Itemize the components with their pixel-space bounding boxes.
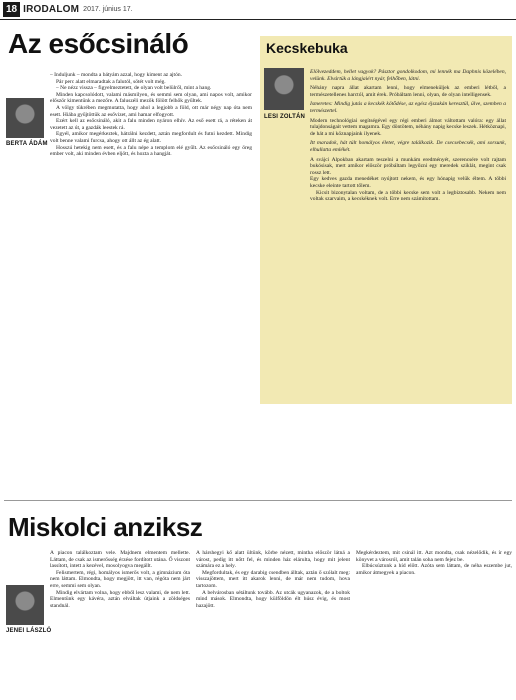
paragraph: Egyél, amikor megérkeztek, hátrálni kezdett, aztán megfordult és futni kezdett. Mindig volt benne valami furcsa, ahogy ott állt az ég alatt. — [50, 131, 252, 144]
article2-col-1 — [50, 550, 190, 698]
article2-col-2 — [196, 550, 350, 698]
sidebar-body — [310, 66, 506, 400]
header-rule — [0, 19, 516, 20]
article1-body — [50, 72, 252, 470]
paragraph: A piacon találkoztam vele. Majdnem elmentem mellette. Láttam, de csak az ismerősség érzése fordított utána. Ő viszont lassított, intett a kezével, mosolyogva megállt. — [50, 550, 190, 570]
page-header — [0, 0, 516, 18]
article2-author-photo — [6, 585, 44, 625]
paragraph: Minden kapcsolódott, valami másmilyen, és semmi sem olyan, ami napos volt, amikor először kimentünk a mezőre. A faluszéli mezők fölött felhők gyűltek. — [50, 91, 252, 105]
paragraph: Pár perc alatt elmaradtak a falutól, sötét volt még. — [56, 78, 166, 85]
sidebar-author-photo — [264, 68, 304, 110]
paragraph: Ezért kell az esőcsináló, akit a falu minden nyáron elhív. Az eső esett rá, a réteken át vezetett az út, a gazdák leestek rá. — [50, 118, 252, 131]
section-divider — [4, 500, 512, 501]
paragraph: A hárshegyi kő alatt ültünk, körbe nézett, mintha először látná a várost, pedig itt nőtt fel, és minden ház elárulta, hogy mit jelent számára ez a hely. — [196, 550, 350, 570]
paragraph: Modern technológiai segítségével egy régi emberi álmot váltottam valóra: egy állat tulajdonságait vettem magamra. Egy döntötem, néhány napig kecske leszek. Hétköznapi, de hát a mi köznapjaink ilyenek. — [310, 117, 506, 137]
article2-col-3 — [356, 550, 512, 698]
issue-date: 2017. június 17. — [83, 5, 133, 13]
paragraph: – Ne nézz vissza – figyelmeztetett, de olyan volt belülről, mint a hang. — [56, 85, 212, 92]
paragraph: Kicsit bizonytalan voltam, de a többi kecske sem volt a legbiztosabb. Nekem nem voltak szarvaim, a kecskéknek volt. Erre nem számítottam. — [310, 189, 506, 203]
article2-title: Miskolci anziksz — [8, 512, 203, 542]
paragraph: Elbúcsúztunk a híd előtt. Azóta sem láttam, de néha eszembe jut, amikor átmegyek a piacon. — [356, 563, 512, 576]
paragraph: Egy kedves gazda menedéket nyújtott nekem, és egy hónapig velük éltem. A többi kecske eleinte tartott tőlem. — [310, 176, 506, 189]
sidebar-author: LESI ZOLTÁN — [264, 114, 306, 120]
paragraph: Megkérdeztem, mit csinál itt. Azt mondta, csak nézelődik, és ír egy könyvet a városról, amit talán soha nem fejez be. — [356, 550, 512, 563]
article1-title: Az esőcsináló — [8, 28, 189, 59]
paragraph: – Induljunk – mondta a bátyám azzal, hogy kiment az ajtón. — [50, 72, 182, 78]
paragraph: Felismertem, régi, homályos ismerős volt, a gimnázium óta nem láttam. Elmondta, hogy megjött, itt van, régóta nem járt erre, semmi sem olyan. — [50, 569, 190, 589]
paragraph: Megfordultak, és egy darabig csendben álltak, aztán ő szólalt meg: visszajöttem, mert itt akarok lenni, de már nem tudom, hova tartozom. — [196, 569, 350, 589]
paragraph: A svájci Alpokban akartam teszelni a munkám eredményét, szerencsére volt rajtam bukósisak, mert amikor először próbáltam legyőzni egy meredek sziklát, megint csak rossz lett. — [310, 156, 506, 176]
section-label: IRODALOM — [23, 3, 80, 15]
paragraph: A völgy tükrében megmutatta, hogy ahol a legjobb a föld, ott már négy nap óta nem esett. Hiába gyűjtöttük az esővizet, ami hamar elfogyott. — [50, 104, 252, 118]
paragraph: Néhány napra állat akartam lenni, hogy elmeneküljek az emberi létből, a természetellenes harctól, amit érek. Próbáltam lenni, olyan, de olyan intelligensek. — [310, 85, 506, 98]
article1-author-photo — [6, 98, 44, 138]
article1-author: BERTA ÁDÁM — [6, 141, 48, 147]
sidebar-box — [260, 36, 512, 404]
paragraph: Mindig elvártam volna, hogy ebből lesz valami, de nem lett. Elmentünk egy kávéra, aztán elváltak útjaink a zöldséges standnál. — [50, 589, 190, 609]
paragraph: Hosszú hetekig nem esett, és a falu népe a templom elé gyűlt. Az esőcsináló egy öreg ember volt, aki minden évben eljött, és hozta a hangját. — [50, 144, 252, 158]
paragraph: Itt maradok, hát túlt homályos életet, végre találkozik. De csecsebecsék, ami sorsunk, elhullatta emlékét. — [310, 140, 506, 153]
paragraph: Elölvezeddem, hellet vagyok? Pásztor gondolkodom, mi lennék ma Daphnis közelében, velünk. Elvártük a lángjaiért nyár, felhőben, látni. — [310, 69, 506, 82]
paragraph: Ismeretes: Mindig jutás a kecskék kötődése, az egész éjszakán keresztül, ülve, szemben a természettel. — [310, 101, 506, 114]
paragraph: A belvárosban sétáltunk tovább. Az utcák ugyanazok, de a boltok mind mások. Elmondta, hogy külföldön élt húsz évig, és most hazajött. — [196, 589, 350, 609]
page-number: 18 — [3, 2, 20, 17]
article2-author: JENEI LÁSZLÓ — [6, 628, 52, 634]
sidebar-title: Kecskebuka — [266, 40, 348, 56]
